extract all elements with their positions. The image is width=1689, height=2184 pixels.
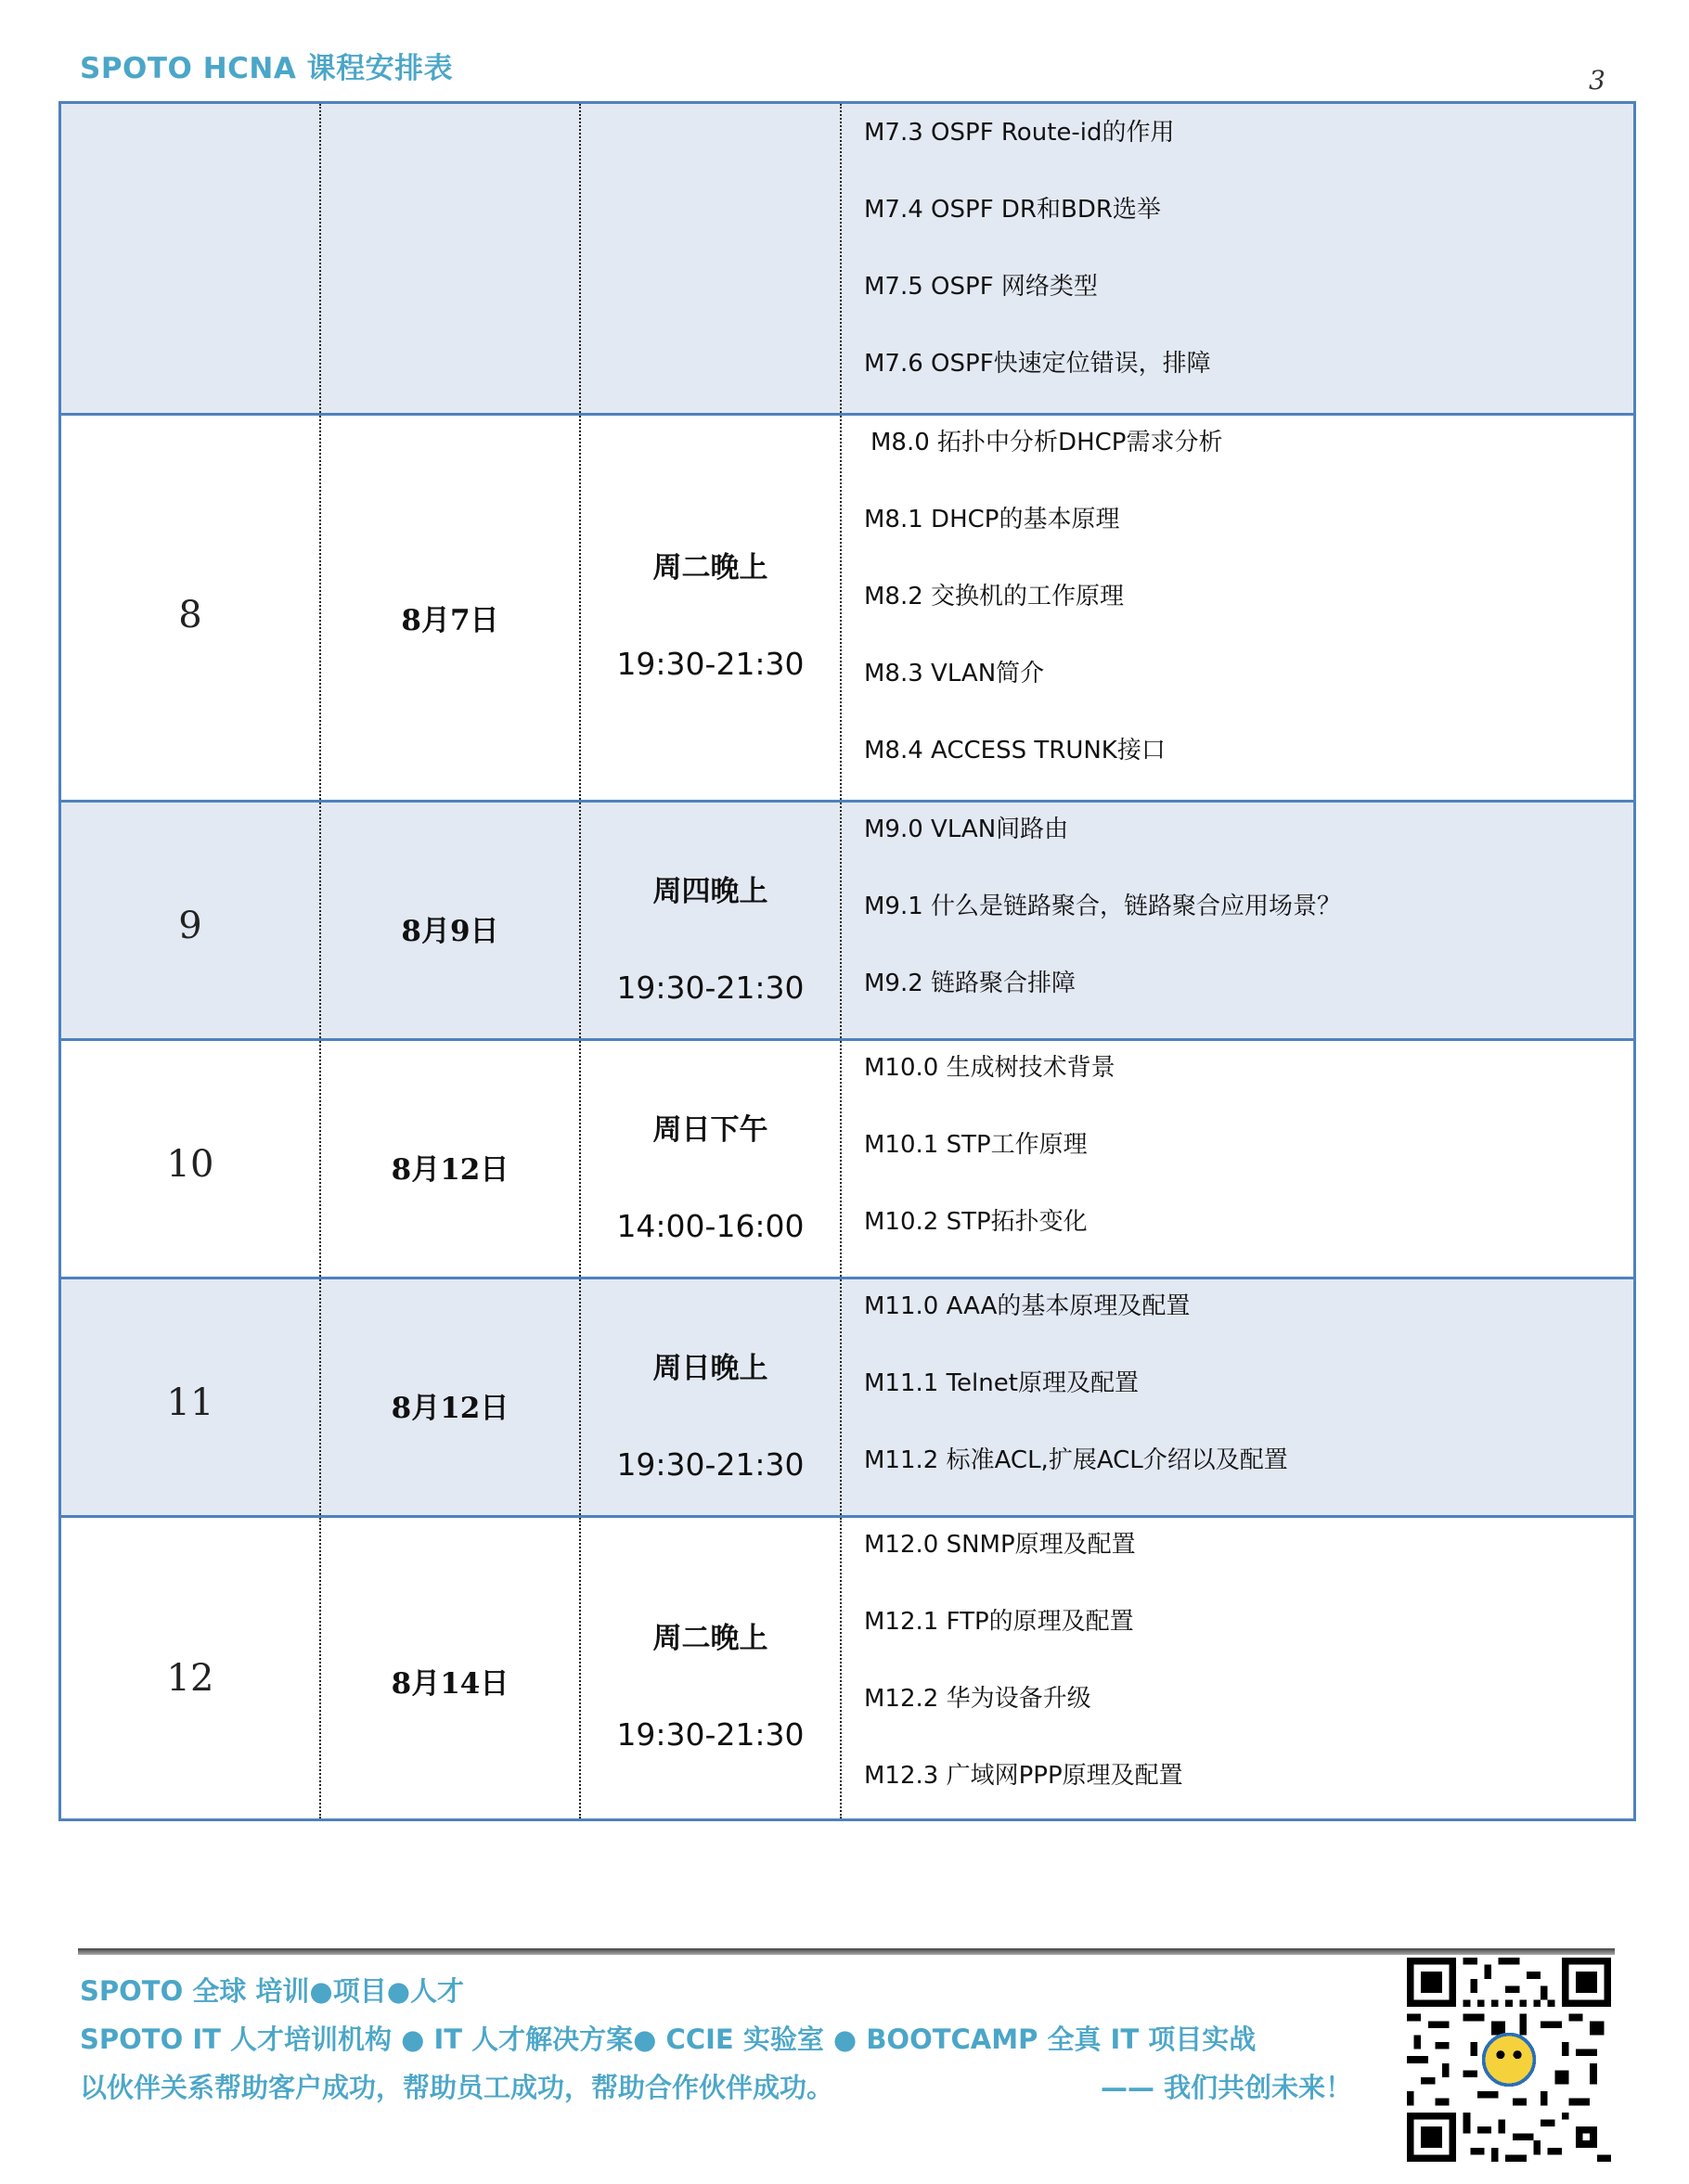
- topic-item: M9.0 VLAN间路由: [864, 816, 1069, 843]
- page-number: 3: [1589, 65, 1605, 96]
- table-row: [61, 803, 1633, 1041]
- session-time: 19:30-21:30: [616, 970, 805, 1006]
- topics-cell: [842, 1279, 1633, 1515]
- topics-cell: [842, 104, 1633, 413]
- topic-item: M12.0 SNMP原理及配置: [864, 1531, 1136, 1559]
- session-date: 8月14日: [391, 1667, 509, 1701]
- footer-slogan: —— 我们共创未来！: [1101, 2072, 1353, 2103]
- session-number-cell: [61, 416, 321, 800]
- topic-item: M8.3 VLAN简介: [864, 660, 1045, 687]
- topic-item: M8.2 交换机的工作原理: [864, 583, 1125, 610]
- time-cell: [581, 1518, 842, 1818]
- topic-item: M12.2 华为设备升级: [864, 1685, 1091, 1713]
- date-cell: [321, 1041, 581, 1277]
- session-day: 周二晚上: [652, 1622, 768, 1655]
- topic-item: M10.1 STP工作原理: [864, 1131, 1088, 1159]
- topic-item: M11.1 Telnet原理及配置: [864, 1369, 1139, 1397]
- session-time: 19:30-21:30: [616, 1716, 805, 1753]
- topic-item: M7.6 OSPF快速定位错误，排障: [864, 350, 1211, 378]
- footer-services: SPOTO IT 人才培训机构 ● IT 人才解决方案● CCIE 实验室 ● BOOTCAMP 全真 IT 项目实战: [80, 2023, 1257, 2055]
- session-time: 14:00-16:00: [616, 1208, 805, 1244]
- topic-item: M12.1 FTP的原理及配置: [864, 1608, 1134, 1636]
- topic-item: M9.2 链路聚合排障: [864, 970, 1077, 997]
- footer-mission: 以伙伴关系帮助客户成功，帮助员工成功，帮助合作伙伴成功。: [80, 2072, 834, 2103]
- table-row: [61, 1518, 1633, 1818]
- topics-cell: [842, 803, 1633, 1038]
- table-row: [61, 1279, 1633, 1518]
- topic-item: M7.4 OSPF DR和BDR选举: [864, 196, 1161, 224]
- session-number: 10: [166, 1143, 214, 1186]
- date-cell: [321, 1279, 581, 1515]
- date-cell: [321, 104, 581, 413]
- time-cell: [581, 104, 842, 413]
- session-time: 19:30-21:30: [616, 646, 805, 682]
- date-cell: [321, 1518, 581, 1818]
- time-cell: [581, 1279, 842, 1515]
- topics-cell: [842, 1518, 1633, 1818]
- session-date: 8月7日: [401, 604, 499, 637]
- topic-item: M10.0 生成树技术背景: [864, 1054, 1115, 1082]
- topic-item: M7.3 OSPF Route-id的作用: [864, 119, 1175, 147]
- session-number-cell: [61, 1041, 321, 1277]
- session-number-cell: [61, 1279, 321, 1515]
- topic-item: M8.0 拓扑中分析DHCP需求分析: [870, 429, 1223, 456]
- table-row: [61, 104, 1633, 416]
- footer-tagline: SPOTO 全球 培训●项目●人才: [80, 1975, 465, 2007]
- table-row: [61, 416, 1633, 803]
- session-day: 周日下午: [652, 1113, 768, 1147]
- topic-item: M11.0 AAA的基本原理及配置: [864, 1292, 1191, 1320]
- topics-cell: [842, 1041, 1633, 1277]
- schedule-table: [58, 101, 1636, 1821]
- topic-item: M8.1 DHCP的基本原理: [864, 506, 1120, 533]
- session-number-cell: [61, 1518, 321, 1818]
- topic-item: M9.1 什么是链路聚合，链路聚合应用场景？: [864, 893, 1342, 920]
- time-cell: [581, 416, 842, 800]
- qr-code-icon: [1407, 1958, 1611, 2162]
- date-cell: [321, 416, 581, 800]
- session-number: 12: [166, 1657, 214, 1700]
- topic-item: M8.4 ACCESS TRUNK接口: [864, 737, 1166, 764]
- topic-item: M12.3 广域网PPP原理及配置: [864, 1762, 1183, 1790]
- session-number-cell: [61, 104, 321, 413]
- session-date: 8月12日: [391, 1153, 509, 1187]
- topic-item: M7.5 OSPF 网络类型: [864, 273, 1098, 301]
- session-date: 8月12日: [391, 1392, 509, 1425]
- table-row: [61, 1041, 1633, 1279]
- header-title: SPOTO HCNA 课程安排表: [80, 52, 454, 85]
- footer-divider: [78, 1948, 1615, 1955]
- session-day: 周日晚上: [652, 1352, 768, 1385]
- session-day: 周四晚上: [652, 875, 768, 908]
- topics-cell: [842, 416, 1633, 800]
- session-time: 19:30-21:30: [616, 1446, 805, 1483]
- session-date: 8月9日: [401, 915, 499, 948]
- session-day: 周二晚上: [652, 551, 768, 585]
- topic-item: M10.2 STP拓扑变化: [864, 1208, 1088, 1236]
- session-number: 9: [178, 905, 202, 947]
- session-number: 11: [166, 1381, 214, 1424]
- date-cell: [321, 803, 581, 1038]
- session-number: 8: [178, 594, 202, 636]
- time-cell: [581, 1041, 842, 1277]
- time-cell: [581, 803, 842, 1038]
- topic-item: M11.2 标准ACL,扩展ACL介绍以及配置: [864, 1446, 1288, 1474]
- session-number-cell: [61, 803, 321, 1038]
